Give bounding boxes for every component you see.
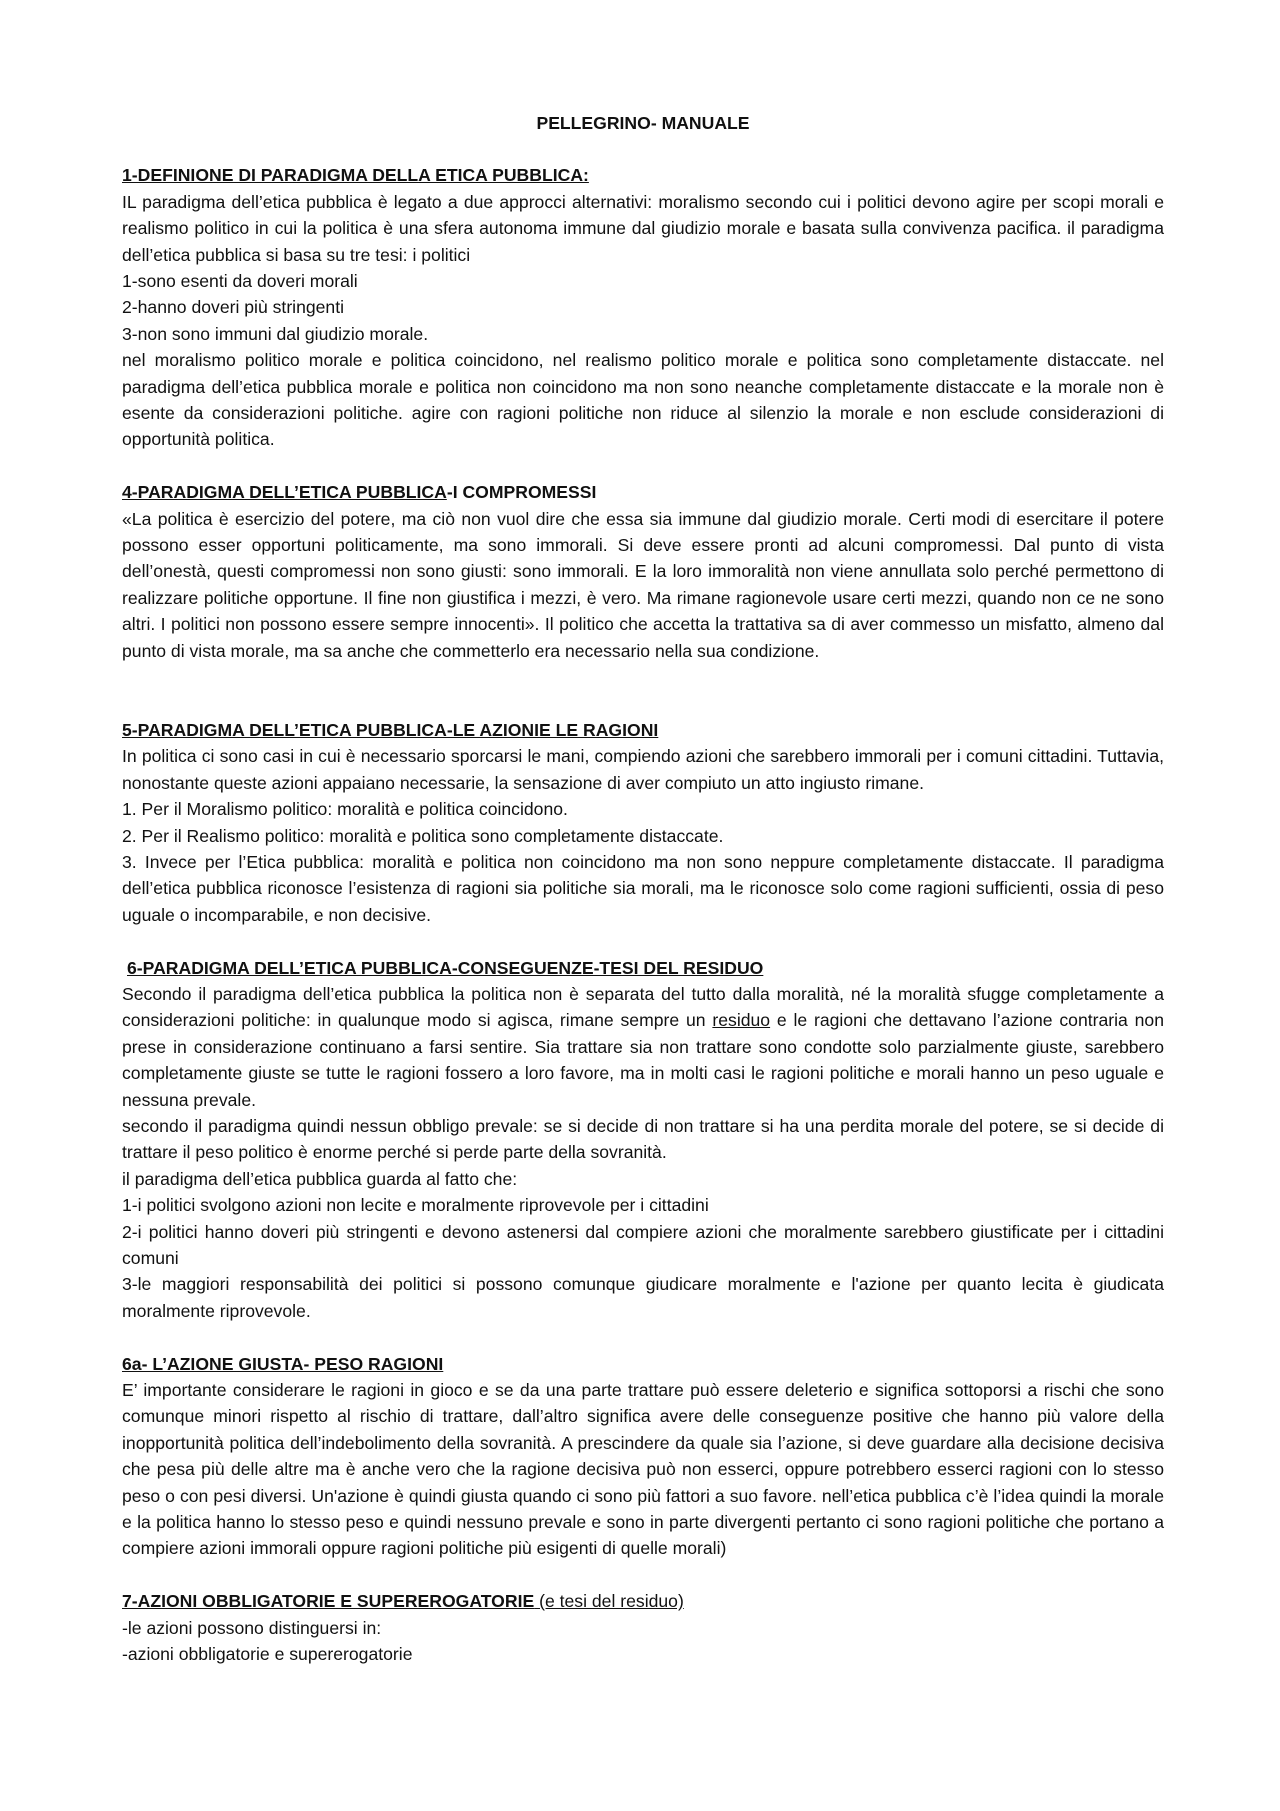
section-1-item-2: 2-hanno doveri più stringenti xyxy=(122,297,345,318)
section-6a xyxy=(122,1351,1164,1562)
section-6a-heading: 6a- L’AZIONE GIUSTA- PESO RAGIONI xyxy=(122,1353,444,1374)
section-6-residuo-term: residuo xyxy=(712,1010,771,1031)
section-4 xyxy=(122,479,1164,664)
section-6-paragraph-3: il paradigma dell’etica pubblica guarda al fatto che: xyxy=(122,1168,518,1189)
section-5-heading: 5-PARADIGMA DELL’ETICA PUBBLICA-LE AZIONIE LE RAGIONI xyxy=(122,719,659,740)
document-title: PELLEGRINO- MANUALE xyxy=(536,113,750,133)
section-1-paragraph-2: nel moralismo politico morale e politica coincidono, nel realismo politico morale e politica sono completamente distaccate. nel paradigma dell’etica pubblica morale e politica non coincidono ma non sono neanche completamente distaccate e la morale non è esente da considerazioni politiche. agire con ragioni politiche non riduce al silenzio la morale e non esclude considerazioni di opportunità politica. xyxy=(122,350,1164,450)
section-6-paragraph-1 xyxy=(122,981,1164,1113)
section-1-item-1: 1-sono esenti da doveri morali xyxy=(122,271,358,292)
section-1-heading: 1-DEFINIONE DI PARADIGMA DELLA ETICA PUBBLICA: xyxy=(122,165,589,186)
section-5-paragraph-1: In politica ci sono casi in cui è necessario sporcarsi le mani, compiendo azioni che sarebbero immorali per i comuni cittadini. Tuttavia, nonostante queste azioni appaiano necessarie, la sensazione di aver compiuto un atto ingiusto rimane. xyxy=(122,746,1164,793)
section-6-text-a: Secondo il paradigma dell’etica pubblica la politica non è separata del tutto dalla moralità, né la moralità sfugge completamente a considerazioni politiche: in qualunque modo si agisca, rimane sempre un xyxy=(122,983,1164,1031)
section-6-heading: 6-PARADIGMA DELL’ETICA PUBBLICA-CONSEGUENZE-TESI DEL RESIDUO xyxy=(127,957,764,978)
section-6-paragraph-2: secondo il paradigma quindi nessun obbligo prevale: se si decide di non trattare si ha una perdita morale del potere, se si decide di trattare il peso politico è enorme perché si perde parte della sovranità. xyxy=(122,1115,1164,1163)
section-6-text-b: e le ragioni che dettavano l’azione contraria non prese in considerazione continuano a farsi sentire. Sia trattare sia non trattare sono condotte solo parzialmente giuste, sarebbero completamente giuste se tutte le ragioni fossero a loro favore, ma in molti casi le ragioni politiche e morali hanno un peso uguale e nessuna prevale. xyxy=(122,1010,1164,1110)
section-4-heading-underlined: 4-PARADIGMA DELL’ETICA PUBBLICA xyxy=(122,482,447,503)
section-1 xyxy=(122,162,1164,452)
section-5 xyxy=(122,717,1164,928)
section-1-paragraph-1: IL paradigma dell’etica pubblica è legato a due approcci alternativi: moralismo secondo cui i politici devono agire per scopi morali e realismo politico in cui la politica è una sfera autonoma immune dal giudizio morale e basata sulla convivenza pacifica. il paradigma dell’etica pubblica si basa su tre tesi: i politici xyxy=(122,191,1164,265)
section-7-item-1: -le azioni possono distinguersi in: xyxy=(122,1617,382,1638)
section-6-item-1: 1-i politici svolgono azioni non lecite e moralmente riprovevole per i cittadini xyxy=(122,1195,709,1216)
section-6a-paragraph-1: E’ importante considerare le ragioni in gioco e se da una parte trattare può essere deleterio e significa sottoporsi a rischi che sono comunque minori rispetto al rischio di trattare, dall’altro significa avere delle conseguenze positive che hanno più valore della inopportunità politica dell’indebolimento della sovranità. A prescindere da quale sia l’azione, si deve guardare alla decisione decisiva che pesa più delle altre ma è anche vero che la ragione decisiva può non esserci, oppure potrebbero esserci ragioni con lo stesso peso o con pesi diversi. Un'azione è quindi giusta quando ci sono più fattori a suo favore. nell’etica pubblica c’è l’idea quindi la morale e la politica hanno lo stesso peso e quindi nessuno prevale e sono in parte divergenti pertanto ci sono ragioni politiche che portano a compiere azioni immorali oppure ragioni politiche più esigenti di quelle morali) xyxy=(122,1380,1164,1559)
section-5-paragraph-2: 3. Invece per l’Etica pubblica: moralità e politica non coincidono ma non sono neppure completamente distaccate. Il paradigma dell’etica pubblica riconosce l’esistenza di ragioni sia politiche sia morali, ma le riconosce solo come ragioni sufficienti, ossia di peso uguale o incomparabile, e non decisive. xyxy=(122,851,1164,925)
section-5-item-1: 1. Per il Moralismo politico: moralità e politica coincidono. xyxy=(122,799,568,820)
section-7-item-2: -azioni obbligatorie e supererogatorie xyxy=(122,1644,413,1665)
section-7-heading-main: 7-AZIONI OBBLIGATORIE E SUPEREROGATORIE xyxy=(122,1591,535,1612)
section-4-paragraph-1: «La politica è esercizio del potere, ma ciò non vuol dire che essa sia immune dal giudizio morale. Certi modi di esercitare il potere possono esser opportuni politicamente, ma sono immorali. Si deve essere pronti ad alcuni compromessi. Dal punto di vista dell’onestà, questi compromessi non sono giusti: sono immorali. E la loro immoralità non viene annullata solo perché permettono di realizzare politiche opportune. Il fine non giustifica i mezzi, è vero. Ma rimane ragionevole usare certi mezzi, quando non ce ne sono altri. I politici non possono essere sempre innocenti». Il politico che accetta la trattativa sa di aver commesso un misfatto, almeno dal punto di vista morale, ma sa anche che commetterlo era necessario nella sua condizione. xyxy=(122,508,1164,661)
section-5-item-2: 2. Per il Realismo politico: moralità e politica sono completamente distaccate. xyxy=(122,825,724,846)
document-page xyxy=(122,110,1164,1667)
section-7-heading-note: (e tesi del residuo) xyxy=(534,1591,684,1612)
section-4-heading-rest: -I COMPROMESSI xyxy=(446,482,597,503)
section-7 xyxy=(122,1588,1164,1667)
section-6 xyxy=(122,955,1164,1325)
section-7-heading xyxy=(122,1588,1164,1614)
section-4-heading xyxy=(122,479,1164,505)
section-6-item-2: 2-i politici hanno doveri più stringenti e devono astenersi dal compiere azioni che moralmente sarebbero giustificate per i cittadini comuni xyxy=(122,1221,1164,1269)
section-6-item-3: 3-le maggiori responsabilità dei politici si possono comunque giudicare moralmente e l'azione per quanto lecita è giudicata moralmente riprovevole. xyxy=(122,1274,1164,1321)
section-1-item-3: 3-non sono immuni dal giudizio morale. xyxy=(122,323,429,344)
